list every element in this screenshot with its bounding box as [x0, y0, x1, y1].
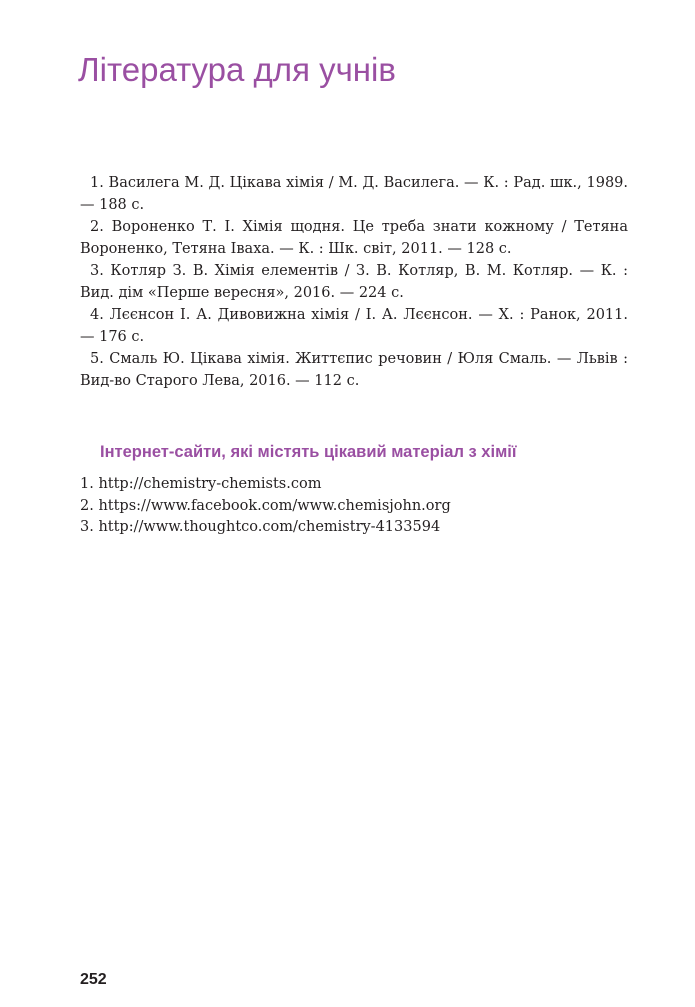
- website-item: 1. http://chemistry-chemists.com: [80, 476, 322, 492]
- reference-list: [80, 172, 628, 392]
- page-title: Література для учнів: [78, 51, 396, 88]
- reference-item: 3. Котляр З. В. Хімія елементів / З. В. Котляр, В. М. Котляр. — К. : Вид. дім «Перше вересня», 2016. — 224 с.: [80, 263, 628, 301]
- reference-item: 1. Василега М. Д. Цікава хімія / М. Д. Василега. — К. : Рад. шк., 1989. — 188 с.: [80, 175, 628, 213]
- internet-sites-heading: Інтернет-сайти, які містять цікавий матеріал з хімії: [100, 443, 517, 461]
- website-list: [80, 474, 451, 539]
- reference-item: 2. Вороненко Т. І. Хімія щодня. Це треба знати кожному / Тетяна Вороненко, Тетяна Іваха. — К. : Шк. світ, 2011. — 128 с.: [80, 219, 628, 257]
- reference-item: 5. Смаль Ю. Цікава хімія. Життєпис речовин / Юля Смаль. — Львів : Вид-во Старого Лева, 2016. — 112 с.: [80, 351, 628, 389]
- website-item: 3. http://www.thoughtco.com/chemistry-4133594: [80, 519, 441, 535]
- page-number: 252: [80, 971, 107, 988]
- reference-item: 4. Лєєнсон І. А. Дивовижна хімія / І. А. Лєєнсон. — Х. : Ранок, 2011. — 176 с.: [80, 307, 628, 345]
- website-item: 2. https://www.facebook.com/www.chemisjohn.org: [80, 497, 451, 514]
